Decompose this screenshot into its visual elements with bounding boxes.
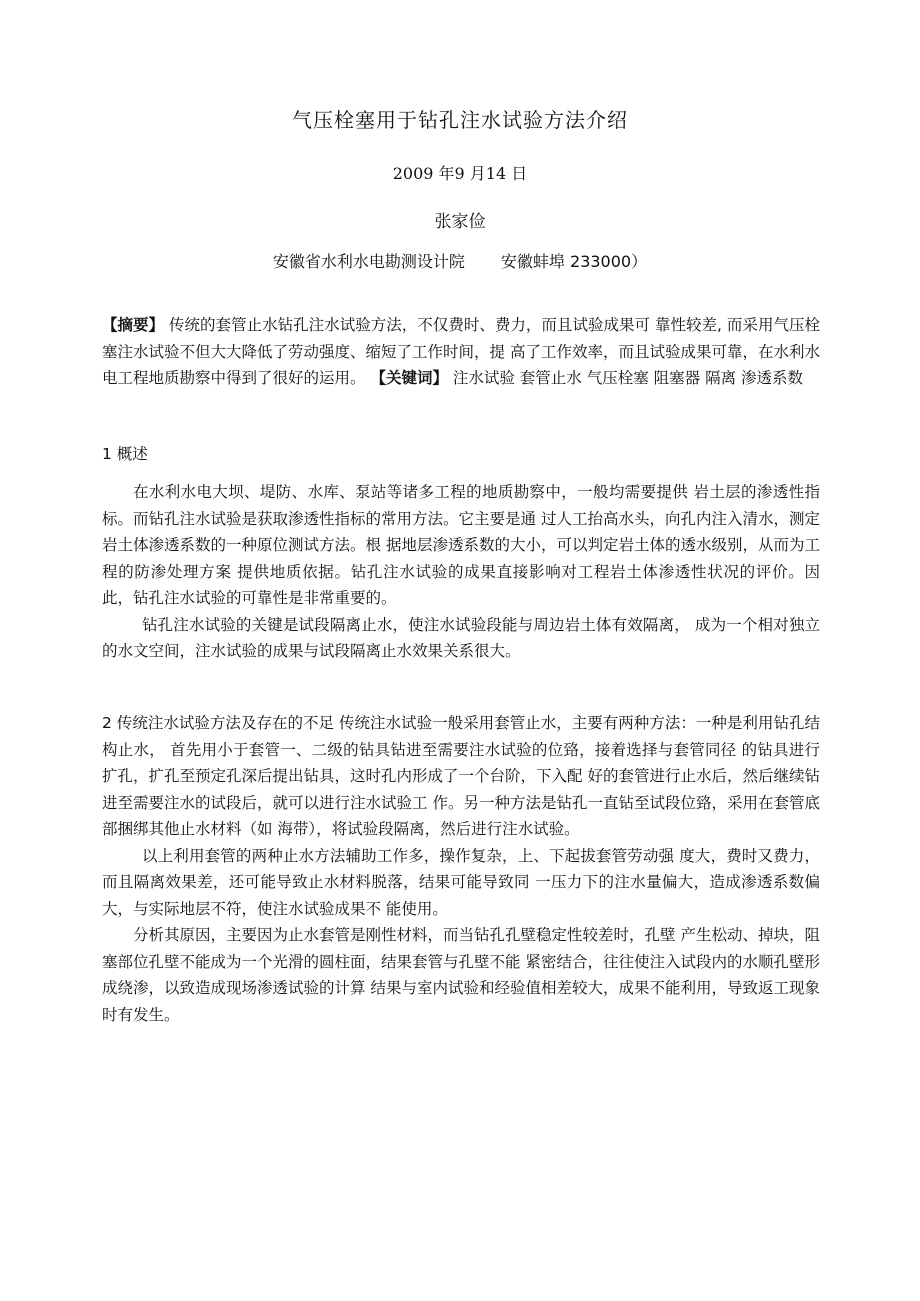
author-name: 张家俭 (434, 212, 486, 232)
section2-body (102, 710, 820, 1028)
section2-paragraph-3: 分析其原因，主要因为止水套管是刚性材料，而当钻孔孔壁稳定性较差时，孔壁 产生松动、掉块，阻塞部位孔壁不能成为一个光滑的圆柱面，结果套管与孔壁不能 紧密结合，往往使注入试段内的水顺孔壁形成绕渗，以致造成现场渗透试验的计算 结果与室内试验和经验值相差较大，成果不能利用，导致返工现象时有发生。 (102, 926, 820, 1024)
section1-heading: 1 概述 (102, 445, 148, 463)
affiliation-location: 安徽蚌埠 233000） (500, 252, 648, 271)
keywords-label: 【关键词】 (370, 369, 448, 387)
abstract-block (102, 312, 820, 392)
author-affiliation (0, 249, 920, 272)
document-date: 2009 年9 月14 日 (392, 164, 528, 183)
affiliation-institute: 安徽省水利水电勘测设计院 (272, 252, 465, 271)
section2-paragraph-2: 以上利用套管的两种止水方法辅助工作多，操作复杂，上、下起拔套管劳动强 度大，费时又费力，而且隔离效果差，还可能导致止水材料脱落，结果可能导致同 一压力下的注水量偏大，造成渗透系数偏大，与实际地层不符，使注水试验成果不 能使用。 (102, 846, 820, 918)
abstract-text: 传统的套管止水钻孔注水试验方法，不仅费时、费力，而且试验成果可 靠性较差, 而采用气压栓塞注水试验不但大大降低了劳动强度、缩短了工作时间，提 高了工作效率，而且试验成果可靠，在水利水电工程地质勘察中得到了很好的运用。 (102, 316, 820, 387)
section1-body (102, 479, 820, 665)
keywords-text: 注水试验 套管止水 气压栓塞 阻塞器 隔离 渗透系数 (447, 369, 804, 387)
section1-paragraph-2: 钻孔注水试验的关键是试段隔离止水，使注水试验段能与周边岩土体有效隔离， 成为一个相对独立的水文空间，注水试验的成果与试段隔离止水效果关系很大。 (102, 615, 820, 660)
document-title: 气压栓塞用于钻孔注水试验方法介绍 (292, 108, 628, 132)
section1-paragraph-1: 在水利水电大坝、堤防、水库、泵站等诸多工程的地质勘察中，一般均需要提供 岩土层的渗透性指标。而钻孔注水试验是获取渗透性指标的常用方法。它主要是通 过人工抬高水头，向孔内注入清水，测定岩土体渗透系数的一种原位测试方法。根 据地层渗透系数的大小，可以判定岩土体的透水级别，从而为工程的防渗处理方案 提供地质依据。钻孔注水试验的成果直接影响对工程岩土体渗透性状况的评价。因 此，钻孔注水试验的可靠性是非常重要的。 (102, 483, 820, 607)
section2-paragraph-1: 2 传统注水试验方法及存在的不足 传统注水试验一般采用套管止水，主要有两种方法：一种是利用钻孔结构止水， 首先用小于套管一、二级的钻具钻进至需要注水试验的位臵，接着选择与套管同径 的钻具进行扩孔，扩孔至预定孔深后提出钻具，这时孔内形成了一个台阶，下入配 好的套管进行止水后，然后继续钻进至需要注水的试段后，就可以进行注水试验工 作。另一种方法是钻孔一直钻至试段位臵，采用在套管底部捆绑其他止水材料（如 海带），将试验段隔离，然后进行注水试验。 (102, 714, 820, 838)
abstract-label: 【摘要】 (102, 316, 165, 334)
